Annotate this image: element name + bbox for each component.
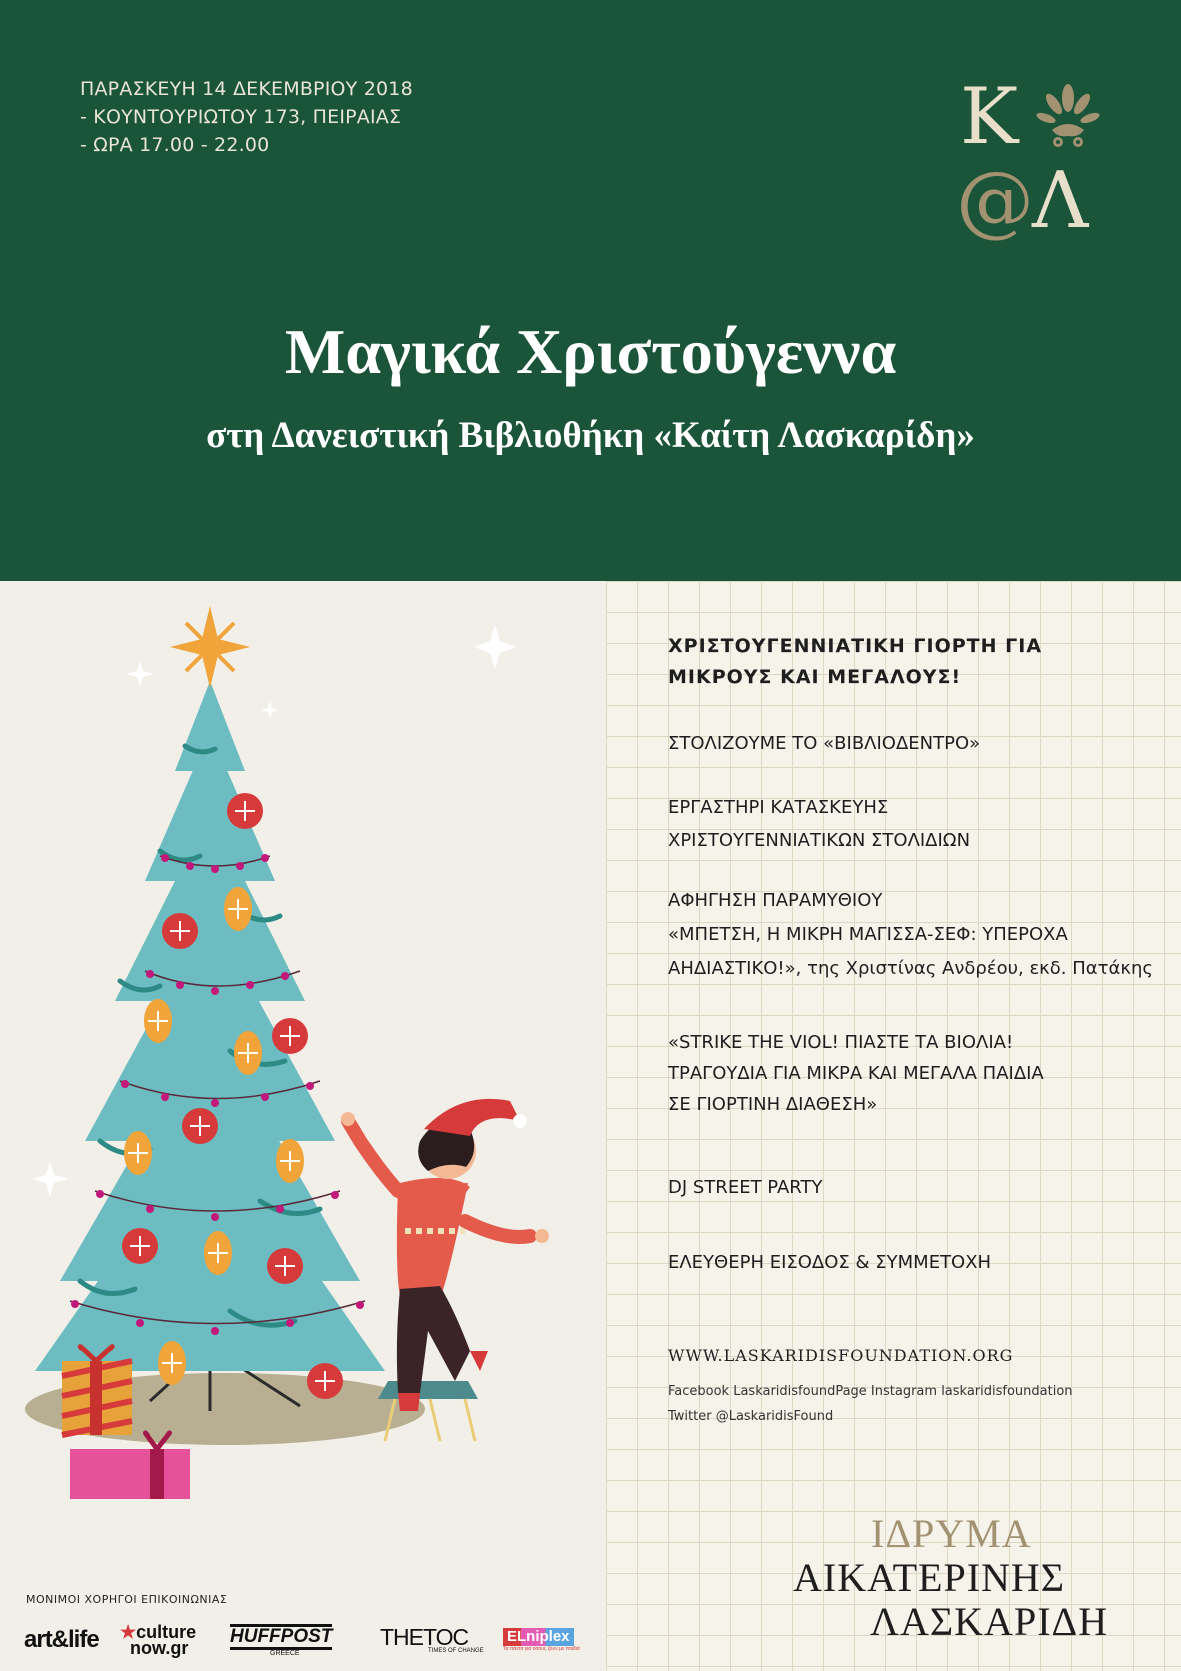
story-book-title-end: ΑΗΔΙΑΣΤΙΚΟ!»: [668, 958, 796, 979]
palmette-icon: [1032, 82, 1104, 154]
program-item-story-line2: «ΜΠΕΤΣΗ, Η ΜΙΚΡΗ ΜΑΓΙΣΣΑ-ΣΕΦ: ΥΠΕΡΟΧΑ: [668, 924, 1068, 945]
program-heading-line2: ΜΙΚΡΟΥΣ ΚΑΙ ΜΕΓΑΛΟΥΣ!: [668, 666, 962, 688]
logo-letter-k: Κ: [960, 72, 1019, 162]
star-icon: [170, 606, 250, 688]
page-title: Μαγικά Χριστούγεννα: [284, 316, 897, 387]
social-links-line2: Twitter @LaskaridisFound: [668, 1409, 834, 1424]
program-item-concert-line3: ΣΕ ΓΙΟΡΤΙΝΗ ΔΙΑΘΕΣΗ»: [668, 1094, 878, 1115]
program-item-story-line1: ΑΦΗΓΗΣΗ ΠΑΡΑΜΥΘΙΟΥ: [668, 890, 883, 911]
program-item-concert-line1: «STRIKE THE VIOL! ΠΙΑΣΤΕ ΤΑ ΒΙΟΛΙΑ!: [668, 1032, 1014, 1053]
program-item-dj-party: DJ STREET PARTY: [668, 1177, 823, 1198]
foundation-logo: [950, 72, 1110, 246]
program-item-story-line3: [668, 953, 1153, 984]
christmas-illustration: [0, 581, 606, 1521]
sponsors-heading: ΜΟΝΙΜΟΙ ΧΟΡΗΓΟΙ ΕΠΙΚΟΙΝΩΝΙΑΣ: [26, 1593, 228, 1606]
sponsor-thetoc-logo: THETOC TIMES OF CHANGE: [380, 1624, 484, 1654]
social-links-line1: Facebook LaskaridisfoundPage Instagram laskaridisfoundation: [668, 1384, 1073, 1399]
sponsor-culturenow-logo: ★culture now.gr: [120, 1622, 197, 1658]
sponsor-huffpost-logo: HUFFPOST GREECE: [230, 1625, 333, 1657]
foundation-name-line1: ΙΔΡΥΜΑ: [871, 1511, 1032, 1556]
event-time: - ΩΡΑ 17.00 - 22.00: [80, 134, 270, 156]
sponsor-art-and-life-logo: art&life: [24, 1626, 99, 1653]
page-subtitle: στη Δανειστική Βιβλιοθήκη «Καίτη Λασκαρίδη»: [206, 415, 975, 456]
program-item-free-entry: ΕΛΕΥΘΕΡΗ ΕΙΣΟΔΟΣ & ΣΥΜΜΕΤΟΧΗ: [668, 1252, 992, 1273]
story-book-credits: , της Χριστίνας Ανδρέου, εκδ. Πατάκης: [795, 958, 1153, 979]
program-item-concert-line2: ΤΡΑΓΟΥΔΙΑ ΓΙΑ ΜΙΚΡΑ ΚΑΙ ΜΕΓΑΛΑ ΠΑΙΔΙΑ: [668, 1063, 1044, 1084]
foundation-name-line3: ΛΑΣΚΑΡΙΔΗ: [870, 1599, 1109, 1644]
sponsor-elniplex-logo: ELniplex Τα πάντα για όσους ζουν με παιδιά: [503, 1628, 580, 1652]
logo-letter-lambda: Λ: [1032, 156, 1089, 246]
program-item-workshop-line1: ΕΡΓΑΣΤΗΡΙ ΚΑΤΑΣΚΕΥΗΣ: [668, 797, 889, 818]
program-item-workshop-line2: ΧΡΙΣΤΟΥΓΕΝΝΙΑΤΙΚΩΝ ΣΤΟΛΙΔΙΩΝ: [668, 830, 971, 851]
program-item-tree-decorating: ΣΤΟΛΙΖΟΥΜΕ ΤΟ «ΒΙΒΛΙΟΔΕΝΤΡΟ»: [668, 733, 981, 754]
website-link[interactable]: WWW.LASKARIDISFOUNDATION.ORG: [668, 1346, 1014, 1365]
event-date: ΠΑΡΑΣΚΕΥΗ 14 ΔΕΚΕΜΒΡΙΟΥ 2018: [80, 78, 413, 100]
event-address: - ΚΟΥΝΤΟΥΡΙΩΤΟΥ 173, ΠΕΙΡΑΙΑΣ: [80, 106, 402, 128]
logo-letter-at: @: [956, 156, 1034, 246]
foundation-name-line2: ΑΙΚΑΤΕΡΙΝΗΣ: [793, 1555, 1066, 1600]
program-heading-line1: ΧΡΙΣΤΟΥΓΕΝΝΙΑΤΙΚΗ ΓΙΟΡΤΗ ΓΙΑ: [668, 635, 1043, 657]
